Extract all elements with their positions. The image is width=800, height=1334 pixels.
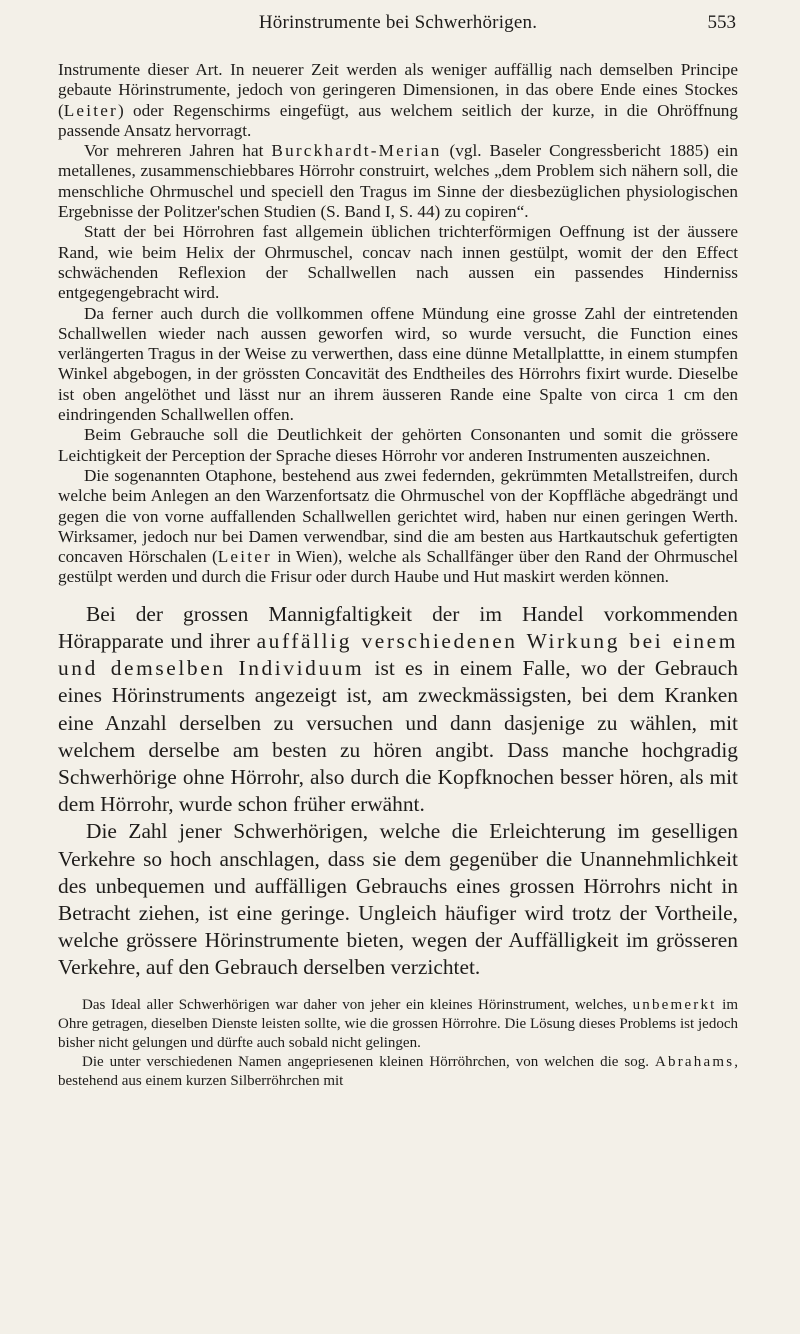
running-head bbox=[58, 0, 738, 60]
text-run: Vor mehreren Jahren hat bbox=[84, 141, 272, 161]
paragraph-8: Die Zahl jener Schwerhörigen, welche die Erleichterung im geselligen Verkehre so hoch anschlagen, dass sie dem gegenüber die Unannehmlichkeit des unbequemen und auffälligen Gebrauchs eines grossen Hörrohrs nicht in Betracht ziehen, ist eine geringe. Ungleich häufiger wird trotz der Vortheile, welche grössere Hörinstrumente bieten, wegen der Auffälligkeit im grösseren Verkehre, auf den Gebrauch derselben verzichtet. bbox=[58, 819, 738, 980]
book-page bbox=[58, 0, 738, 1091]
large-text-section bbox=[58, 601, 738, 982]
paragraph-7 bbox=[58, 601, 738, 819]
running-title: Hörinstrumente bei Schwerhörigen. bbox=[258, 12, 538, 33]
small-text-section bbox=[58, 996, 738, 1091]
spaced-name: Leiter bbox=[63, 100, 118, 120]
text-run: Das Ideal aller Schwerhörigen war daher von jeher ein kleines Hörinstrument, welches, bbox=[82, 996, 633, 1013]
text-run: Instrumente dieser Art. In neuerer Zeit werden als weniger auffällig nach demselben Principe gebaute Hörinstrumente, jedoch von geringeren Dimensionen, in das obere Ende eines Stockes ( bbox=[58, 60, 738, 120]
paragraph-10 bbox=[58, 1053, 738, 1091]
paragraph-9 bbox=[58, 996, 738, 1053]
text-run: im Ohre getragen, dieselben Dienste leisten sollte, wie die grossen Hörrohre. Die Lösung dieses Problems ist jedoch bisher nicht gelungen und dürfte auch sobald nicht gelingen. bbox=[58, 996, 738, 1051]
paragraph-6 bbox=[58, 466, 738, 588]
spaced-emphasis: auffällig verschiedenen Wirkung bei einem und demselben Individuum bbox=[58, 628, 738, 681]
text-run: , bestehend aus einem kurzen Silberröhrchen mit bbox=[58, 1053, 738, 1089]
paragraph-4: Da ferner auch durch die vollkommen offene Mündung eine grosse Zahl der eintretenden Schallwellen wieder nach aussen geworfen wird, so wurde versucht, die Function eines verlängerten Tragus in der Weise zu verwerthen, dass eine dünne Metallplattte, in einem stumpfen Winkel abgebogen, in der grössten Concavität des Endtheiles des Hörrohrs fixirt wurde. Dieselbe ist oben angelöthet und lässt nur an ihrem äusseren Rande eine Spalte von circa 1 cm den eindringenden Schallwellen offen. bbox=[58, 303, 738, 425]
paragraph-5: Beim Gebrauche soll die Deutlichkeit der gehörten Consonanten und somit die grössere Leichtigkeit der Perception der Sprache dieses Hörrohr vor anderen Instrumenten auszeichnen. bbox=[58, 425, 738, 465]
paragraph-3: Statt der bei Hörrohren fast allgemein üblichen trichterförmigen Oeffnung ist der äussere Rand, wie beim Helix der Ohrmuschel, concav nach innen gestülpt, womit der den Effect schwächenden Reflexion der Schallwellen nach aussen ein passendes Hinderniss entgegengebracht wird. bbox=[58, 222, 738, 303]
page-number: 553 bbox=[707, 12, 736, 33]
text-run: in Wien), welche als Schallfänger über den Rand der Ohrmuschel gestülpt werden und durch die Frisur oder durch Haube und Hut maskirt werden können. bbox=[58, 547, 738, 587]
spaced-name: Burckhardt-Merian bbox=[271, 141, 442, 161]
text-run: Die unter verschiedenen Namen angepriesenen kleinen Hörröhrchen, von welchen die sog. bbox=[82, 1053, 655, 1070]
paragraph-2 bbox=[58, 141, 738, 222]
spaced-name: Leiter bbox=[217, 547, 272, 567]
text-run: Die sogenannten Otaphone, bestehend aus zwei federnden, gekrümmten Metallstreifen, durch welche beim Anlegen an den Warzenfortsatz die Ohrmuschel von der Kopffläche abgedrängt und gegen die von vorne auffallenden Schallwellen gerichtet wird, haben nur einen geringen Werth. Wirksamer, jedoch nur bei Damen verwendbar, sind die am besten aus Hartkautschuk gefertigten concaven Hörschalen ( bbox=[58, 465, 738, 567]
paragraph-1 bbox=[58, 60, 738, 141]
text-run: (vgl. Baseler Congressbericht 1885) ein metallenes, zusammenschiebbares Hörrohr construirt, welches „dem Problem sich nähern soll, die menschliche Ohrmuschel und speciell den Tragus im Sinne der diesbezüglichen physiologischen Ergebnisse der Politzer'schen Studien (S. Band I, S. 44) zu copiren“. bbox=[58, 141, 739, 222]
text-run: ) oder Regenschirms eingefügt, aus welchem seitlich der kurze, in die Ohröffnung passende Ansatz hervorragt. bbox=[58, 100, 738, 140]
body-text-section bbox=[58, 60, 738, 588]
text-run: ist es in einem Falle, wo der Gebrauch eines Hörinstruments angezeigt ist, am zweckmässigsten, bei dem Kranken eine Anzahl derselben zu versuchen und dann dasjenige zu wählen, mit welchem derselbe am besten zu hören angibt. Dass manche hochgradig Schwerhörige ohne Hörrohr, also durch die Kopfknochen besser hören, als mit dem Hörrohr, wurde schon früher erwähnt. bbox=[58, 656, 738, 817]
text-run: Bei der grossen Mannigfaltigkeit der im Handel vorkommenden Hörapparate und ihrer bbox=[58, 601, 738, 653]
spaced-emphasis: unbemerkt bbox=[632, 996, 717, 1013]
spaced-name: Abrahams bbox=[655, 1053, 735, 1070]
